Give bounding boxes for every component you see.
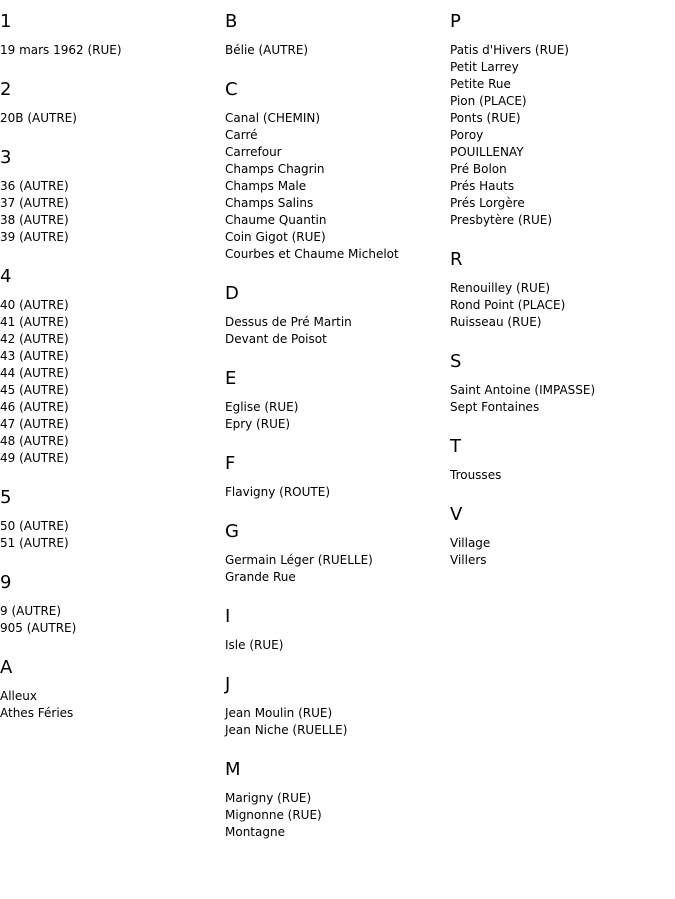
- letter-group: [0, 148, 220, 246]
- street-item: Champs Male: [225, 179, 307, 193]
- letter-group: [225, 12, 445, 59]
- letter-group: [225, 760, 445, 841]
- street-list: [225, 42, 445, 59]
- letter-group: [450, 12, 670, 229]
- street-item: Epry (RUE): [225, 417, 291, 431]
- street-list: [0, 110, 220, 127]
- street-item: 39 (AUTRE): [0, 230, 69, 244]
- street-list: [0, 603, 220, 637]
- street-item: 51 (AUTRE): [0, 536, 69, 550]
- letter-heading: C: [225, 79, 238, 100]
- street-item: Jean Moulin (RUE): [225, 706, 333, 720]
- street-list: [225, 705, 445, 739]
- letter-heading: V: [450, 504, 463, 525]
- street-item: Canal (CHEMIN): [225, 111, 321, 125]
- letter-group: [225, 522, 445, 586]
- street-item: 42 (AUTRE): [0, 332, 69, 346]
- street-item: Marigny (RUE): [225, 791, 312, 805]
- letter-heading: R: [450, 249, 463, 270]
- street-item: 19 mars 1962 (RUE): [0, 43, 122, 57]
- street-item: Prés Hauts: [450, 179, 515, 193]
- street-item: 20B (AUTRE): [0, 111, 77, 125]
- street-item: Athes Féries: [0, 706, 74, 720]
- street-item: 43 (AUTRE): [0, 349, 69, 363]
- street-item: 45 (AUTRE): [0, 383, 69, 397]
- letter-group: [0, 658, 220, 722]
- street-list: [225, 399, 445, 433]
- letter-heading: T: [450, 436, 461, 457]
- letter-heading: 5: [0, 487, 12, 508]
- letter-heading: E: [225, 368, 237, 389]
- street-item: 44 (AUTRE): [0, 366, 69, 380]
- street-item: Isle (RUE): [225, 638, 284, 652]
- street-item: 9 (AUTRE): [0, 604, 62, 618]
- street-index-column-1: [0, 12, 220, 743]
- street-item: Poroy: [450, 128, 484, 142]
- street-item: Champs Chagrin: [225, 162, 325, 176]
- letter-heading: 1: [0, 11, 12, 32]
- street-item: Champs Salins: [225, 196, 314, 210]
- street-item: Village: [450, 536, 491, 550]
- street-item: Saint Antoine (IMPASSE): [450, 383, 596, 397]
- street-item: Petit Larrey: [450, 60, 519, 74]
- street-item: Chaume Quantin: [225, 213, 327, 227]
- street-item: Petite Rue: [450, 77, 511, 91]
- street-item: 50 (AUTRE): [0, 519, 69, 533]
- street-item: Villers: [450, 553, 487, 567]
- letter-group: [225, 675, 445, 739]
- street-item: Rond Point (PLACE): [450, 298, 566, 312]
- street-list: [450, 382, 670, 416]
- street-index-column-3: [450, 12, 670, 590]
- street-item: Pré Bolon: [450, 162, 507, 176]
- street-item: 49 (AUTRE): [0, 451, 69, 465]
- street-list: [0, 42, 220, 59]
- letter-group: [450, 437, 670, 484]
- letter-heading: B: [225, 11, 238, 32]
- street-item: 38 (AUTRE): [0, 213, 69, 227]
- letter-group: [450, 352, 670, 416]
- letter-heading: J: [225, 674, 231, 695]
- street-item: Devant de Poisot: [225, 332, 327, 346]
- street-item: Patis d'Hivers (RUE): [450, 43, 569, 57]
- street-item: Carré: [225, 128, 258, 142]
- street-item: 40 (AUTRE): [0, 298, 69, 312]
- letter-heading: D: [225, 283, 239, 304]
- street-list: [225, 484, 445, 501]
- street-list: [225, 552, 445, 586]
- letter-heading: 9: [0, 572, 12, 593]
- street-index-column-2: [225, 12, 445, 862]
- letter-heading: I: [225, 606, 231, 627]
- street-item: Renouilley (RUE): [450, 281, 551, 295]
- letter-group: [0, 80, 220, 127]
- letter-heading: M: [225, 759, 241, 780]
- letter-group: [450, 505, 670, 569]
- letter-heading: 4: [0, 266, 12, 287]
- letter-group: [225, 369, 445, 433]
- letter-group: [225, 80, 445, 263]
- street-item: Trousses: [450, 468, 502, 482]
- street-item: 47 (AUTRE): [0, 417, 69, 431]
- street-item: Alleux: [0, 689, 37, 703]
- street-item: Grande Rue: [225, 570, 296, 584]
- letter-heading: 2: [0, 79, 12, 100]
- street-list: [0, 297, 220, 467]
- street-list: [450, 280, 670, 331]
- street-item: Courbes et Chaume Michelot: [225, 247, 399, 261]
- letter-group: [450, 250, 670, 331]
- street-item: 905 (AUTRE): [0, 621, 77, 635]
- street-item: Germain Léger (RUELLE): [225, 553, 373, 567]
- letter-group: [225, 454, 445, 501]
- street-list: [0, 688, 220, 722]
- street-item: 48 (AUTRE): [0, 434, 69, 448]
- street-item: Sept Fontaines: [450, 400, 540, 414]
- street-item: Jean Niche (RUELLE): [225, 723, 348, 737]
- street-list: [450, 42, 670, 229]
- letter-group: [225, 284, 445, 348]
- street-item: Flavigny (ROUTE): [225, 485, 331, 499]
- street-item: Eglise (RUE): [225, 400, 299, 414]
- letter-heading: A: [0, 657, 13, 678]
- street-item: Pion (PLACE): [450, 94, 527, 108]
- letter-heading: S: [450, 351, 462, 372]
- street-list: [0, 518, 220, 552]
- letter-heading: P: [450, 11, 461, 32]
- letter-group: [0, 267, 220, 467]
- street-item: Mignonne (RUE): [225, 808, 322, 822]
- street-list: [225, 790, 445, 841]
- street-list: [450, 467, 670, 484]
- street-list: [225, 110, 445, 263]
- street-item: Presbytère (RUE): [450, 213, 553, 227]
- letter-group: [0, 488, 220, 552]
- street-list: [450, 535, 670, 569]
- street-list: [0, 178, 220, 246]
- street-item: Carrefour: [225, 145, 282, 159]
- street-list: [225, 637, 445, 654]
- street-item: Bélie (AUTRE): [225, 43, 309, 57]
- letter-heading: G: [225, 521, 239, 542]
- street-item: Ponts (RUE): [450, 111, 521, 125]
- street-list: [225, 314, 445, 348]
- letter-group: [0, 573, 220, 637]
- street-item: 41 (AUTRE): [0, 315, 69, 329]
- street-item: Dessus de Pré Martin: [225, 315, 352, 329]
- letter-group: [225, 607, 445, 654]
- street-item: Ruisseau (RUE): [450, 315, 542, 329]
- street-item: Montagne: [225, 825, 285, 839]
- street-item: 46 (AUTRE): [0, 400, 69, 414]
- street-item: 37 (AUTRE): [0, 196, 69, 210]
- letter-heading: F: [225, 453, 236, 474]
- street-item: 36 (AUTRE): [0, 179, 69, 193]
- street-item: POUILLENAY: [450, 145, 524, 159]
- letter-heading: 3: [0, 147, 12, 168]
- letter-group: [0, 12, 220, 59]
- street-item: Coin Gigot (RUE): [225, 230, 326, 244]
- street-item: Prés Lorgère: [450, 196, 525, 210]
